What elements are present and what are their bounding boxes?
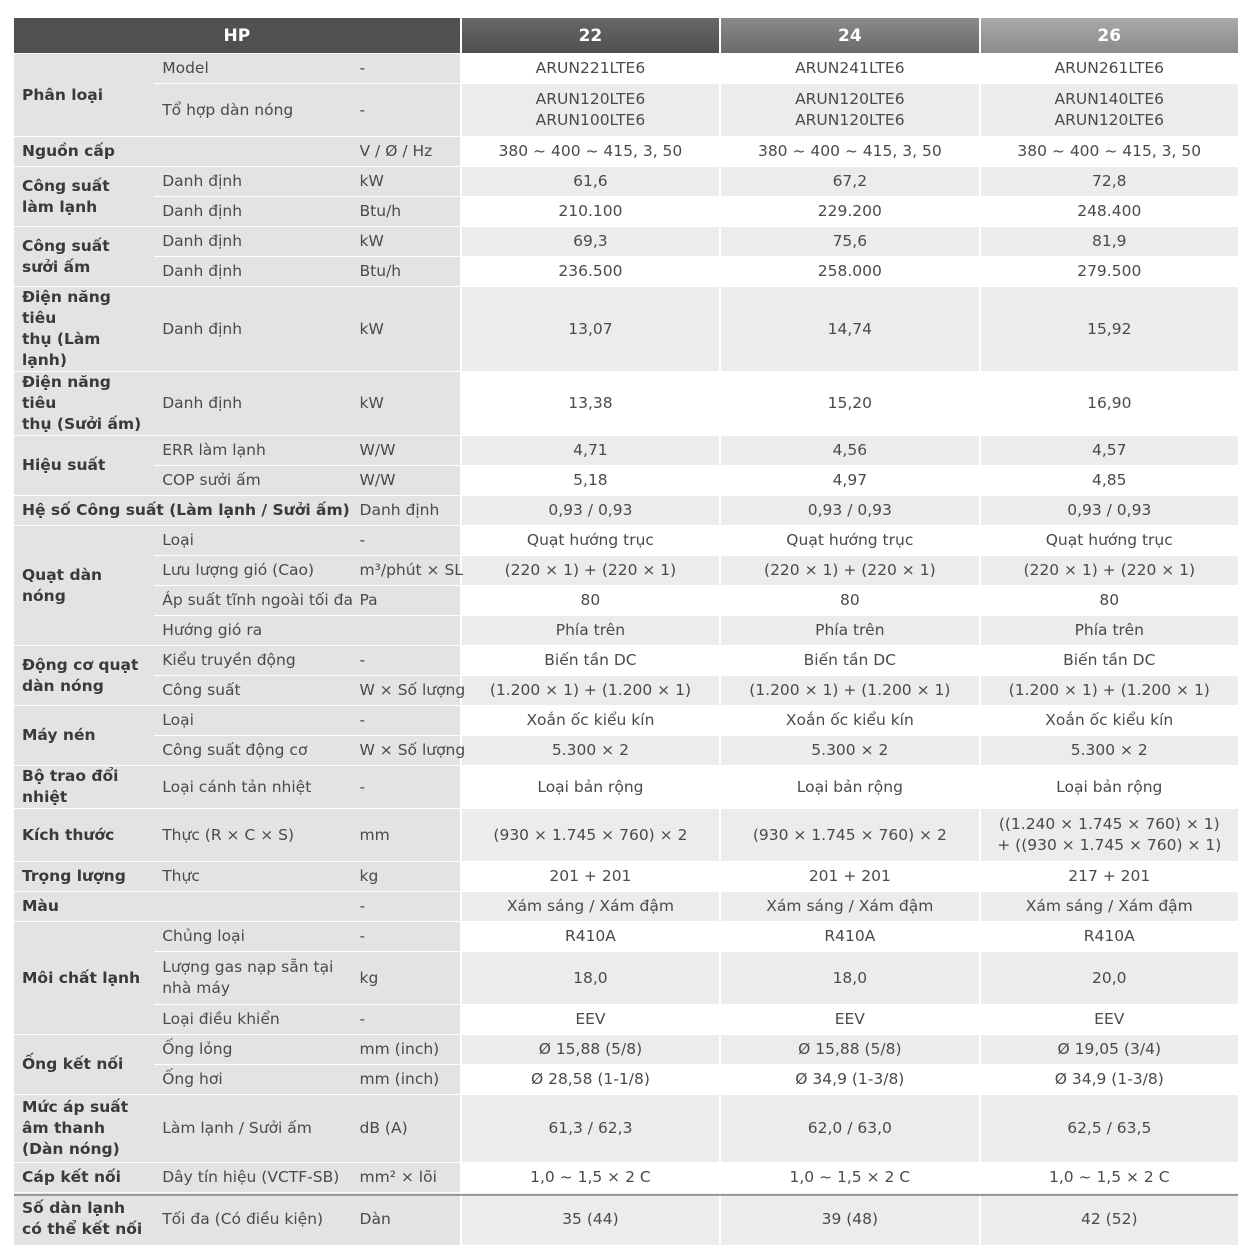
value-cell: R410A [979,921,1238,951]
bottom-divider [14,1194,1238,1196]
value-cell: EEV [979,1004,1238,1034]
subcategory-label: Danh định [154,196,351,226]
value-cell: 210.100 [460,196,719,226]
value-cell: EEV [719,1004,978,1034]
subcategory-label: Ống lỏng [154,1034,351,1064]
table-row [14,465,1238,495]
table-row [14,196,1238,226]
value-cell: 5,18 [460,465,719,495]
table-row [14,585,1238,615]
category-label: Môi chất lạnh [14,921,154,1034]
value-cell: Xám sáng / Xám đậm [979,891,1238,921]
category-label: Màu [14,891,154,921]
subcategory-label: Hướng gió ra [154,615,351,645]
table-row [14,83,1238,136]
value-cell: 13,07 [460,286,719,371]
subcategory-label: Lưu lượng gió (Cao) [154,555,351,585]
value-cell: 18,0 [460,951,719,1004]
value-cell: 279.500 [979,256,1238,286]
table-row [14,226,1238,256]
category-label: Máy nén [14,705,154,765]
unit-label: kW [352,166,460,196]
value-cell: Biến tần DC [719,645,978,675]
value-cell: 4,56 [719,435,978,465]
value-cell: R410A [460,921,719,951]
table-row [14,765,1238,808]
value-cell: (1.200 × 1) + (1.200 × 1) [719,675,978,705]
value-cell: 5.300 × 2 [460,735,719,765]
value-cell: Xoắn ốc kiểu kín [460,705,719,735]
subcategory-label: ERR làm lạnh [154,435,351,465]
value-cell: Xoắn ốc kiểu kín [979,705,1238,735]
unit-label: - [352,1004,460,1034]
category-label: Điện năng tiêu thụ (Làm lạnh) [14,286,154,371]
subcategory-label: Loại cánh tản nhiệt [154,765,351,808]
value-cell: 13,38 [460,371,719,435]
value-cell: ARUN261LTE6 [979,53,1238,83]
subcategory-label: Ống hơi [154,1064,351,1094]
subcategory-label: Loại điều khiển [154,1004,351,1034]
value-cell: ARUN140LTE6 ARUN120LTE6 [979,83,1238,136]
subcategory-label: Làm lạnh / Sưởi ấm [154,1094,351,1162]
unit-label: Danh định [352,495,460,525]
value-cell: Quạt hướng trục [460,525,719,555]
unit-label: kW [352,371,460,435]
category-label: Quạt dàn nóng [14,525,154,645]
table-row [14,1034,1238,1064]
unit-label: - [352,765,460,808]
value-cell: 62,0 / 63,0 [719,1094,978,1162]
subcategory-label [154,136,351,166]
table-row [14,645,1238,675]
category-label: Nguồn cấp [14,136,154,166]
value-cell: Xám sáng / Xám đậm [460,891,719,921]
unit-label: Btu/h [352,256,460,286]
unit-label: kg [352,951,460,1004]
table-row [14,1064,1238,1094]
table-row [14,951,1238,1004]
value-cell: Loại bản rộng [719,765,978,808]
table-row [14,286,1238,371]
value-cell: 80 [979,585,1238,615]
subcategory-label: Chủng loại [154,921,351,951]
value-cell: 42 (52) [979,1192,1238,1245]
table-row [14,735,1238,765]
value-cell: 16,90 [979,371,1238,435]
unit-label: Pa [352,585,460,615]
subcategory-label: Thực [154,861,351,891]
category-label: Động cơ quạt dàn nóng [14,645,154,705]
category-label: Bộ trao đổi nhiệt [14,765,154,808]
spec-table [14,18,1238,1245]
value-cell: Xoắn ốc kiểu kín [719,705,978,735]
value-cell: 380 ~ 400 ~ 415, 3, 50 [719,136,978,166]
value-cell: (930 × 1.745 × 760) × 2 [460,808,719,861]
value-cell: 4,57 [979,435,1238,465]
value-cell: Phía trên [979,615,1238,645]
value-cell: 1,0 ~ 1,5 × 2 C [979,1162,1238,1192]
unit-label: W × Số lượng [352,675,460,705]
value-cell: 380 ~ 400 ~ 415, 3, 50 [460,136,719,166]
value-cell: 35 (44) [460,1192,719,1245]
subcategory-label: Model [154,53,351,83]
value-cell: (1.200 × 1) + (1.200 × 1) [979,675,1238,705]
value-cell: 15,20 [719,371,978,435]
category-label: Ống kết nối [14,1034,154,1094]
value-cell: 75,6 [719,226,978,256]
value-cell: Ø 34,9 (1-3/8) [719,1064,978,1094]
unit-label: - [352,53,460,83]
value-cell: ARUN221LTE6 [460,53,719,83]
value-cell: R410A [719,921,978,951]
unit-label: mm (inch) [352,1064,460,1094]
value-cell: 61,3 / 62,3 [460,1094,719,1162]
value-cell: Ø 15,88 (5/8) [460,1034,719,1064]
value-cell: ((1.240 × 1.745 × 760) × 1) + ((930 × 1.745 × 760) × 1) [979,808,1238,861]
table-row [14,525,1238,555]
table-row [14,1004,1238,1034]
table-row [14,808,1238,861]
unit-label: - [352,921,460,951]
value-cell: 1,0 ~ 1,5 × 2 C [460,1162,719,1192]
header-col-2: 24 [719,18,978,53]
value-cell: Biến tần DC [979,645,1238,675]
subcategory-label: Danh định [154,286,351,371]
value-cell: 39 (48) [719,1192,978,1245]
value-cell: ARUN241LTE6 [719,53,978,83]
value-cell: 248.400 [979,196,1238,226]
value-cell: 1,0 ~ 1,5 × 2 C [719,1162,978,1192]
category-label: Hiệu suất [14,435,154,495]
unit-label: W/W [352,435,460,465]
unit-label: Btu/h [352,196,460,226]
value-cell: 5.300 × 2 [719,735,978,765]
table-row [14,675,1238,705]
unit-label: m³/phút × SL [352,555,460,585]
table-row [14,555,1238,585]
unit-label [352,615,460,645]
subcategory-label: Danh định [154,256,351,286]
value-cell: 80 [460,585,719,615]
value-cell: Ø 28,58 (1-1/8) [460,1064,719,1094]
unit-label: Dàn [352,1192,460,1245]
value-cell: 18,0 [719,951,978,1004]
value-cell: Ø 34,9 (1-3/8) [979,1064,1238,1094]
table-row [14,1162,1238,1192]
header-col-1: 22 [460,18,719,53]
value-cell: 67,2 [719,166,978,196]
unit-label: kW [352,226,460,256]
subcategory-label: Loại [154,705,351,735]
unit-label: - [352,83,460,136]
subcategory-label: Lượng gas nạp sẵn tại nhà máy [154,951,351,1004]
value-cell: Phía trên [719,615,978,645]
subcategory-label: Công suất [154,675,351,705]
value-cell: EEV [460,1004,719,1034]
subcategory-label: Tối đa (Có điều kiện) [154,1192,351,1245]
category-label: Phân loại [14,53,154,136]
table-row [14,371,1238,435]
value-cell: 4,85 [979,465,1238,495]
value-cell: 4,97 [719,465,978,495]
value-cell: (930 × 1.745 × 760) × 2 [719,808,978,861]
value-cell: 20,0 [979,951,1238,1004]
value-cell: 80 [719,585,978,615]
value-cell: 62,5 / 63,5 [979,1094,1238,1162]
unit-label: mm² × lõi [352,1162,460,1192]
value-cell: Loại bản rộng [460,765,719,808]
subcategory-label: Công suất động cơ [154,735,351,765]
unit-label: kW [352,286,460,371]
subcategory-label: Danh định [154,371,351,435]
subcategory-label: Thực (R × C × S) [154,808,351,861]
value-cell: 69,3 [460,226,719,256]
table-row [14,705,1238,735]
value-cell: 0,93 / 0,93 [719,495,978,525]
subcategory-label: Kiểu truyền động [154,645,351,675]
unit-label: W/W [352,465,460,495]
category-label: Công suất sưởi ấm [14,226,154,286]
subcategory-label: COP sưởi ấm [154,465,351,495]
unit-label: V / Ø / Hz [352,136,460,166]
table-row [14,166,1238,196]
category-label: Kích thước [14,808,154,861]
value-cell: Ø 15,88 (5/8) [719,1034,978,1064]
value-cell: 0,93 / 0,93 [460,495,719,525]
value-cell: 14,74 [719,286,978,371]
value-cell: 0,93 / 0,93 [979,495,1238,525]
value-cell: 201 + 201 [719,861,978,891]
table-row [14,53,1238,83]
value-cell: 72,8 [979,166,1238,196]
category-label: Công suất làm lạnh [14,166,154,226]
spec-table-body [14,53,1238,1245]
subcategory-label: Danh định [154,166,351,196]
subcategory-label [154,891,351,921]
value-cell: Quạt hướng trục [979,525,1238,555]
unit-label: - [352,645,460,675]
unit-label: dB (A) [352,1094,460,1162]
value-cell: 217 + 201 [979,861,1238,891]
table-row [14,256,1238,286]
unit-label: - [352,891,460,921]
table-row [14,891,1238,921]
table-row [14,495,1238,525]
unit-label: mm [352,808,460,861]
value-cell: (1.200 × 1) + (1.200 × 1) [460,675,719,705]
spec-table-container [14,18,1238,1245]
category-label: Cáp kết nối [14,1162,154,1192]
value-cell: 81,9 [979,226,1238,256]
value-cell: Ø 19,05 (3/4) [979,1034,1238,1064]
table-row [14,1192,1238,1245]
value-cell: 258.000 [719,256,978,286]
value-cell: ARUN120LTE6 ARUN120LTE6 [719,83,978,136]
unit-label: kg [352,861,460,891]
value-cell: Xám sáng / Xám đậm [719,891,978,921]
subcategory-label: Áp suất tĩnh ngoài tối đa [154,585,351,615]
table-row [14,136,1238,166]
category-label: Điện năng tiêu thụ (Sưởi ấm) [14,371,154,435]
table-row [14,861,1238,891]
subcategory-label: Dây tín hiệu (VCTF-SB) [154,1162,351,1192]
table-row [14,435,1238,465]
table-row [14,615,1238,645]
value-cell: Biến tần DC [460,645,719,675]
unit-label: - [352,705,460,735]
value-cell: (220 × 1) + (220 × 1) [719,555,978,585]
subcategory-label: Tổ hợp dàn nóng [154,83,351,136]
value-cell: 201 + 201 [460,861,719,891]
value-cell: 380 ~ 400 ~ 415, 3, 50 [979,136,1238,166]
header-hp: HP [14,18,460,53]
subcategory-label: Danh định [154,226,351,256]
value-cell: 4,71 [460,435,719,465]
value-cell: Phía trên [460,615,719,645]
value-cell: Loại bản rộng [979,765,1238,808]
value-cell: 236.500 [460,256,719,286]
category-label: Trọng lượng [14,861,154,891]
unit-label: - [352,525,460,555]
category-label: Hệ số Công suất (Làm lạnh / Sưởi ấm) [14,495,352,525]
table-row [14,1094,1238,1162]
value-cell: (220 × 1) + (220 × 1) [460,555,719,585]
value-cell: Quạt hướng trục [719,525,978,555]
value-cell: 15,92 [979,286,1238,371]
table-row [14,921,1238,951]
unit-label: mm (inch) [352,1034,460,1064]
value-cell: 61,6 [460,166,719,196]
header-row [14,18,1238,53]
subcategory-label: Loại [154,525,351,555]
category-label: Số dàn lạnh có thể kết nối [14,1192,154,1245]
value-cell: (220 × 1) + (220 × 1) [979,555,1238,585]
value-cell: 5.300 × 2 [979,735,1238,765]
category-label: Mức áp suất âm thanh (Dàn nóng) [14,1094,154,1162]
unit-label: W × Số lượng [352,735,460,765]
header-col-3: 26 [979,18,1238,53]
value-cell: ARUN120LTE6 ARUN100LTE6 [460,83,719,136]
value-cell: 229.200 [719,196,978,226]
